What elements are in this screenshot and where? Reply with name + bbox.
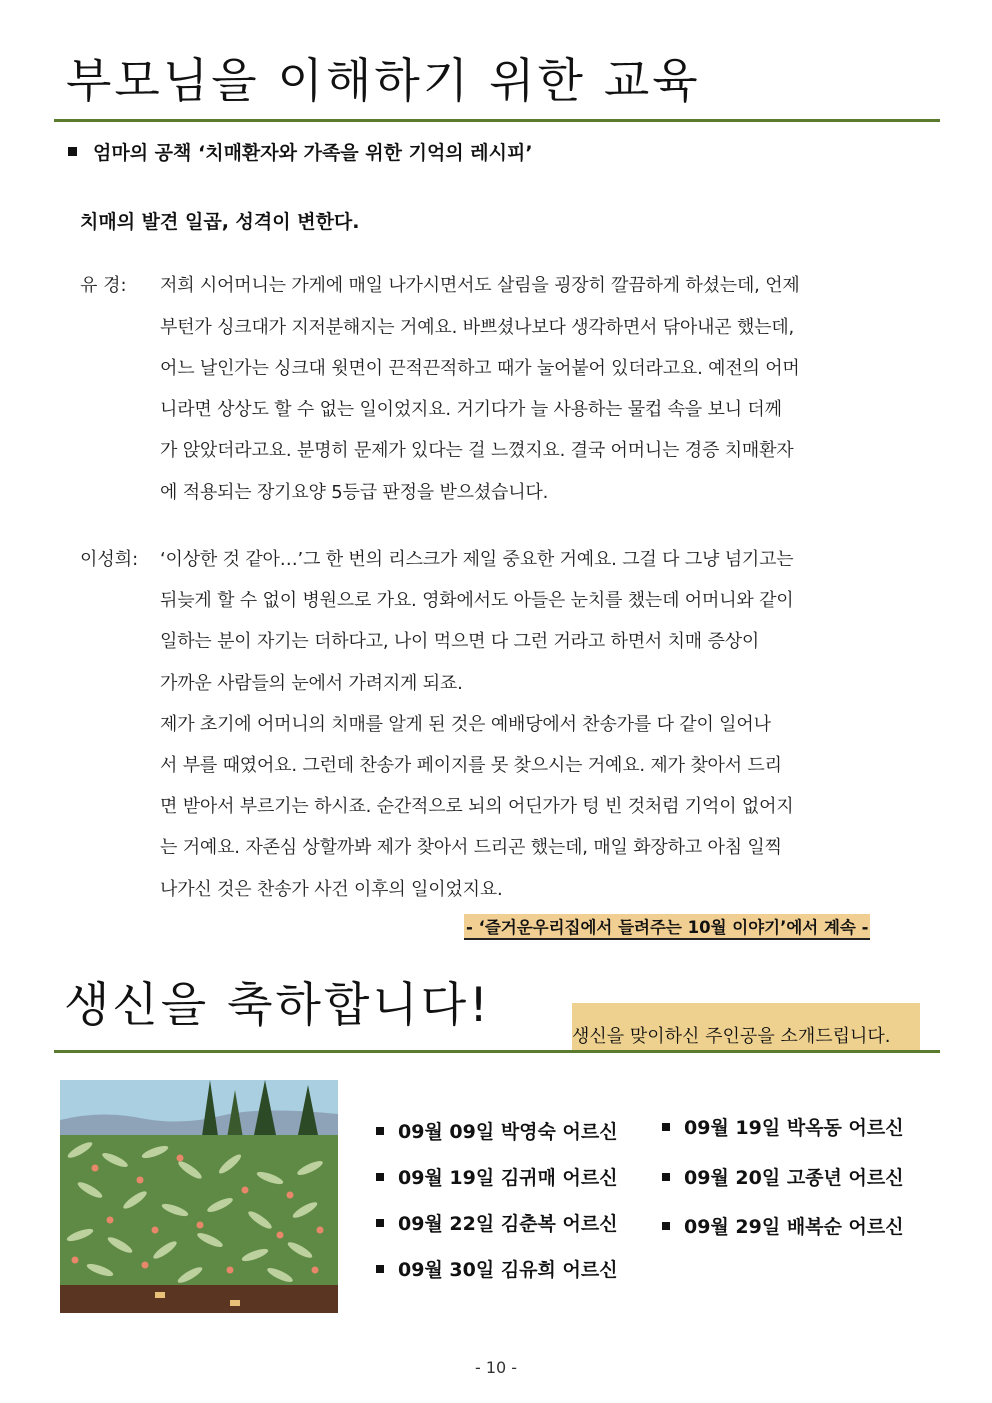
dialogue-line: 어느 날인가는 싱크대 윗면이 끈적끈적하고 때가 눌어붙어 있더라고요. 예전의 어머: [160, 358, 800, 379]
square-bullet-icon: [376, 1219, 384, 1227]
birthday-item: [376, 1255, 618, 1282]
birthday-item: [662, 1113, 904, 1140]
dialogue-line: 니라면 상상도 할 수 없는 일이었지요. 거기다가 늘 사용하는 물컵 속을 보니 더께: [160, 399, 782, 420]
dialogue-line: 나가신 것은 찬송가 사건 이후의 일이었지요.: [160, 879, 503, 900]
birthday-text: 09월 22일 김춘복 어르신: [398, 1213, 618, 1235]
birthday-item: [662, 1163, 904, 1190]
dialogue-line: 뒤늦게 할 수 없이 병원으로 가요. 영화에서도 아들은 눈치를 챘는데 어머니와 같이: [160, 590, 794, 611]
square-bullet-icon: [68, 147, 77, 156]
source-note: - ‘즐거운우리집에서 들려주는 10월 이야기’에서 계속 -: [464, 914, 870, 940]
dialogue-line: 면 받아서 부르기는 하시죠. 순간적으로 뇌의 어딘가가 텅 빈 것처럼 기억이 없어지: [160, 796, 794, 817]
square-bullet-icon: [662, 1123, 670, 1131]
dialogue-line: 부턴가 싱크대가 지저분해지는 거예요. 바쁘셨나보다 생각하면서 닦아내곤 했는데,: [160, 317, 795, 338]
page-title: 부모님을 이해하기 위한 교육: [66, 54, 701, 109]
dialogue-line: 가 앉았더라고요. 분명히 문제가 있다는 걸 느꼈지요. 결국 어머니는 경증 치매환자: [160, 440, 794, 461]
dialogue-line: 제가 초기에 어머니의 치매를 알게 된 것은 예배당에서 찬송가를 다 같이 일어나: [160, 714, 771, 735]
article-heading: 치매의 발견 일곱, 성격이 변한다.: [80, 211, 360, 233]
dialogue-line: 에 적용되는 장기요양 5등급 판정을 받으셨습니다.: [160, 482, 549, 503]
dialogue-line: 가까운 사람들의 눈에서 가려지게 되죠.: [160, 673, 463, 694]
birthday-text: 09월 20일 고종년 어르신: [684, 1167, 904, 1189]
speaker-name: 유 경:: [80, 275, 127, 296]
birthday-text: 09월 19일 김귀매 어르신: [398, 1167, 618, 1189]
section-subtitle: [68, 138, 533, 165]
birthday-tagline: 생신을 맞이하신 주인공을 소개드립니다.: [572, 1003, 920, 1051]
birthday-text: 09월 19일 박옥동 어르신: [684, 1117, 904, 1139]
dialogue-line: 저희 시어머니는 가게에 매일 나가시면서도 살림을 굉장히 깔끔하게 하셨는데, 언제: [160, 275, 800, 296]
page-number: - 10 -: [474, 1358, 518, 1377]
square-bullet-icon: [376, 1127, 384, 1135]
birthday-item: [376, 1117, 618, 1144]
birthday-item: [376, 1209, 618, 1236]
speaker-name: 이성희:: [80, 549, 139, 570]
birthday-text: 09월 09일 박영숙 어르신: [398, 1121, 618, 1143]
birthday-text: 09월 30일 김유희 어르신: [398, 1259, 618, 1281]
dialogue-line: 는 거예요. 자존심 상할까봐 제가 찾아서 드리곤 했는데, 매일 화장하고 아침 일찍: [160, 837, 782, 858]
dialogue-line: 서 부를 때였어요. 그런데 찬송가 페이지를 못 찾으시는 거예요. 제가 찾아서 드리: [160, 755, 782, 776]
birthday-text: 09월 29일 배복순 어르신: [684, 1216, 904, 1238]
birthday-title: 생신을 축하합니다!: [64, 978, 491, 1033]
birthday-divider: [54, 1050, 940, 1053]
square-bullet-icon: [662, 1173, 670, 1181]
title-divider: [54, 119, 940, 122]
square-bullet-icon: [376, 1173, 384, 1181]
birthday-item: [376, 1163, 618, 1190]
square-bullet-icon: [376, 1265, 384, 1273]
square-bullet-icon: [662, 1222, 670, 1230]
subtitle-text: 엄마의 공책 ‘치매환자와 가족을 위한 기억의 레시피’: [93, 142, 533, 164]
flower-field-painting: [60, 1080, 338, 1313]
birthday-item: [662, 1212, 904, 1239]
dialogue-line: ‘이상한 것 같아…’그 한 번의 리스크가 제일 중요한 거예요. 그걸 다 그냥 넘기고는: [160, 549, 794, 570]
dialogue-line: 일하는 분이 자기는 더하다고, 나이 먹으면 다 그런 거라고 하면서 치매 증상이: [160, 631, 760, 652]
